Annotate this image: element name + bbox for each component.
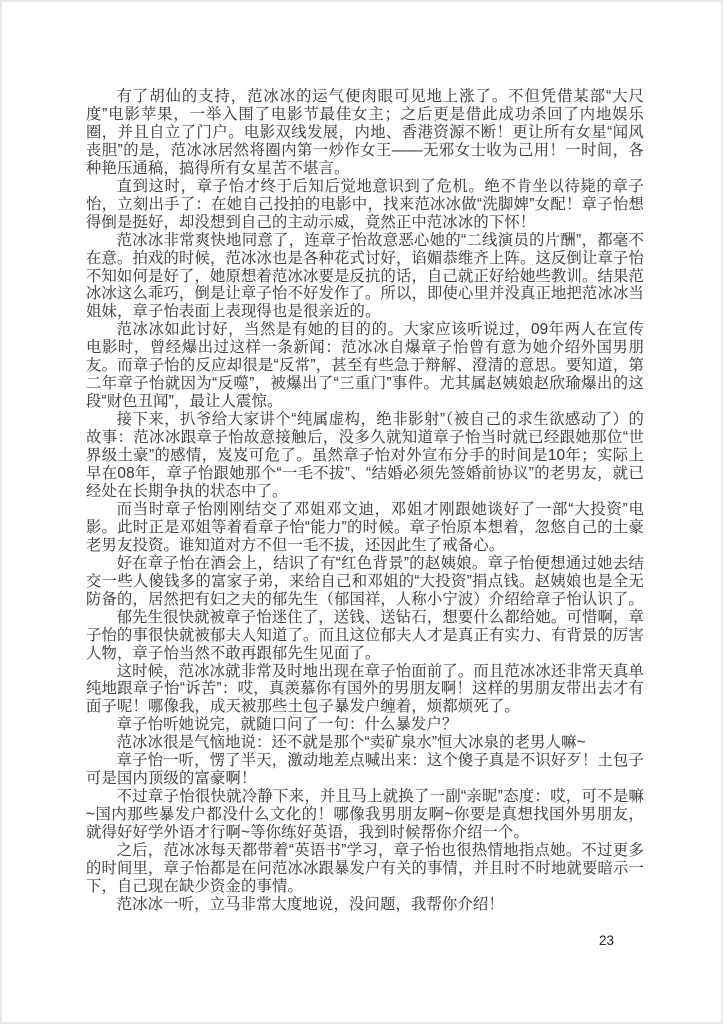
article-body xyxy=(86,88,644,914)
page-number: 23 xyxy=(598,933,614,948)
paragraph: 而当时章子怡刚刚结交了邓姐邓文迪，邓姐才刚跟她谈好了一部“大投资”电影。此时正是邓姐等着看章子怡“能力”的时候。章子怡原本想着，忽悠自己的土豪老男友投资。谁知道对方不但一毛不拔，还因此生了戒备心。 xyxy=(86,500,644,554)
paragraph: 章子怡听她说完，就随口问了一句：什么暴发户？ xyxy=(116,716,458,734)
paragraph: 范冰冰如此讨好，当然是有她的目的的。大家应该听说过，09年两人在宣传电影时，曾经爆出过这样一条新闻：范冰冰自爆章子怡曾有意为她介绍外国男朋友。而章子怡的反应却很是“反常”，甚至有些急于辩解、澄清的意思。要知道，第二年章子怡就因为“反噬”，被爆出了“三重门”事件。尤其属赵姨娘赵欣瑜爆出的这段“财色丑闻”，最让人震惊。 xyxy=(86,321,644,411)
paragraph: 范冰冰很是气恼地说：还不就是那个“卖矿泉水”恒大冰泉的老男人嘛~ xyxy=(116,734,586,752)
paragraph: 接下来，扒爷给大家讲个“纯属虚构，绝非影射”（被自己的求生欲感动了）的故事：范冰冰跟章子怡故意接触后，没多久就知道章子怡当时就已经跟她那位“世界级土豪”的感情，岌岌可危了。虽然章子怡对外宣布分手的时间是10年；实际上早在08年，章子怡跟她那个“一毛不拔”、“结婚必须先签婚前协议”的老男友，就已经处在长期争执的状态中了。 xyxy=(86,411,644,500)
paragraph: 范冰冰一听，立马非常大度地说，没问题，我帮你介绍！ xyxy=(116,895,505,913)
paragraph: 这时候，范冰冰就非常及时地出现在章子怡面前了。而且范冰冰还非常天真单纯地跟章子怡“诉苦”：哎，真羡慕你有国外的男朋友啊！这样的男朋友带出去才有面子呢！哪像我，成天被那些土包子暴发户缠着，烦都烦死了。 xyxy=(86,662,644,716)
paragraph: 范冰冰非常爽快地同意了，连章子怡故意恶心她的“二线演员的片酬”，都毫不在意。拍戏的时候，范冰冰也是各种花式讨好，谄媚恭维齐上阵。这反倒让章子怡不知如何是好了，她原想着范冰冰要是反抗的话，自己就正好给她些教训。结果范冰冰这么乖巧，倒是让章子怡不好发作了。所以，即使心里并没真正地把范冰冰当姐妹，章子怡表面上表现得也是很亲近的。 xyxy=(86,231,644,321)
paragraph: 章子怡一听，愣了半天，激动地差点喊出来：这个傻子真是不识好歹！土包子可是国内顶级的富豪啊！ xyxy=(86,752,644,788)
paragraph: 有了胡仙的支持，范冰冰的运气便肉眼可见地上涨了。不但凭借某部“大尺度”电影苹果，一举入围了电影节最佳女主；之后更是借此成功杀回了内地娱乐圈，并且自立了门户。电影双线发展，内地、香港资源不断！更让所有女星“闻风丧胆”的是，范冰冰居然将圈内第一炒作女王——无邪女士收为己用！一时间，各种艳压通稿，搞得所有女星苦不堪言。 xyxy=(86,88,644,177)
paragraph: 不过章子怡很快就冷静下来，并且马上就换了一副“亲昵”态度：哎，可不是嘛~国内那些暴发户都没什么文化的！哪像我男朋友啊~你要是真想找国外男朋友，就得好好学外语才行啊~等你练好英语，我到时候帮你介绍一个。 xyxy=(86,788,644,842)
paragraph: 直到这时，章子怡才终于后知后觉地意识到了危机。绝不肯坐以待毙的章子怡，立刻出手了：在她自己投拍的电影中，找来范冰冰做“洗脚婢”女配！章子怡想得倒是挺好，却没想到自己的主动示威，竟然正中范冰冰的下怀！ xyxy=(86,177,644,231)
paragraph: 之后，范冰冰每天都带着“英语书”学习，章子怡也很热情地指点她。不过更多的时间里，章子怡都是在问范冰冰跟暴发户有关的事情，并且时不时地就要暗示一下，自己现在缺少资金的事情。 xyxy=(86,842,644,895)
paragraph: 郁先生很快就被章子怡迷住了，送钱、送钻石，想要什么都给她。可惜啊，章子怡的事很快就被郁夫人知道了。而且这位郁夫人才是真正有实力、有背景的厉害人物，章子怡当然不敢再跟郁先生见面了。 xyxy=(86,608,644,662)
paragraph: 好在章子怡在酒会上，结识了有“红色背景”的赵姨娘。章子怡便想通过她去结交一些人傻钱多的富家子弟，来给自己和邓姐的“大投资”捐点钱。赵姨娘也是全无防备的，居然把有妇之夫的郁先生（郁国祥，人称小宁波）介绍给章子怡认识了。 xyxy=(86,554,644,608)
